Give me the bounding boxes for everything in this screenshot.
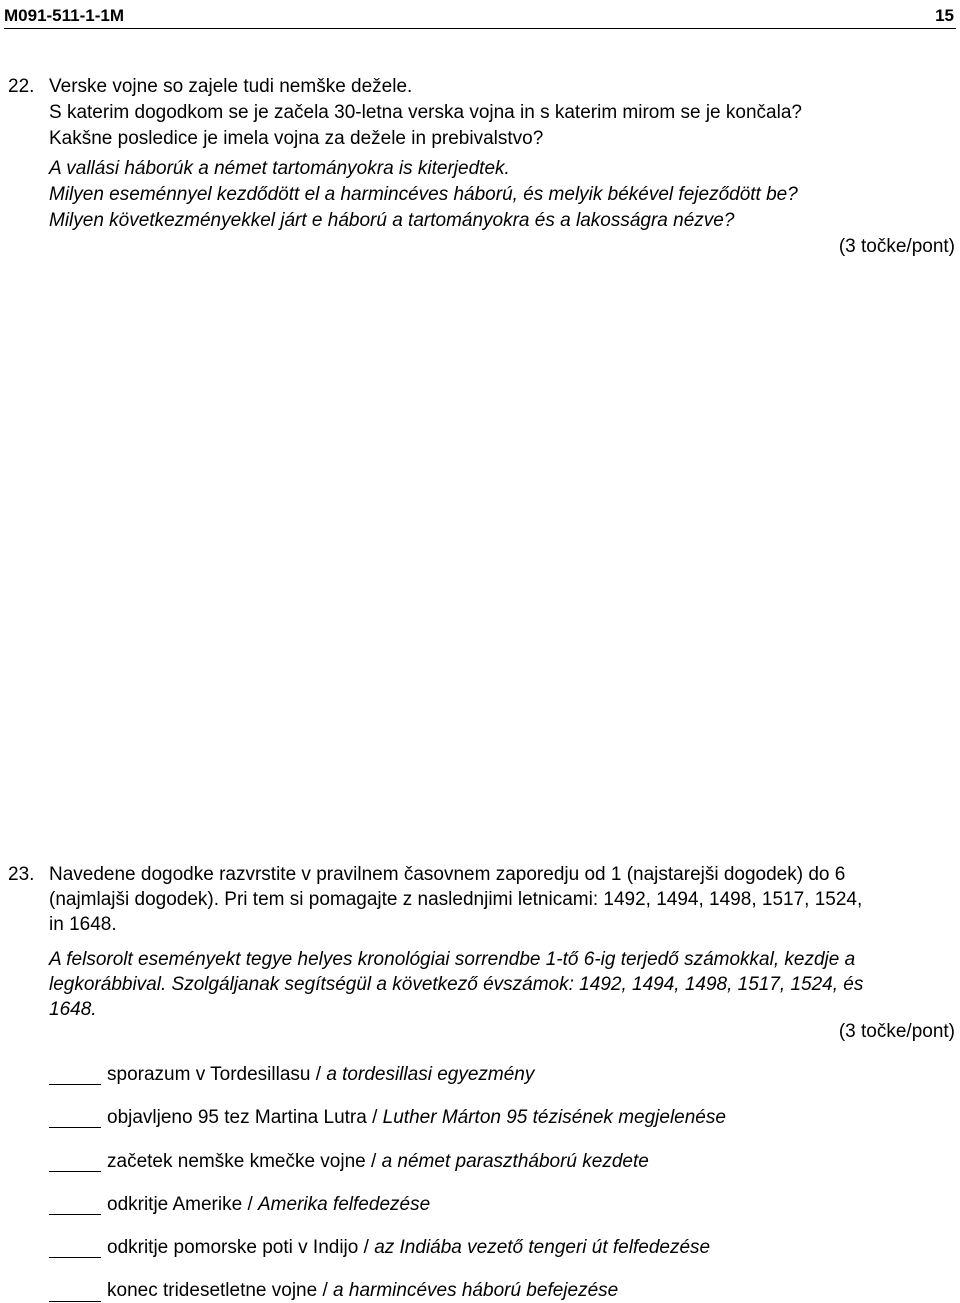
event-item-3 (107, 1151, 649, 1173)
event-label-sl: objavljeno 95 tez Martina Lutra / (107, 1107, 383, 1128)
question-23-text-hu-1: A felsorolt eseményekt tegye helyes kronológiai sorrendbe 1-tő 6-ig terjedő számokkal, kezdje a (49, 949, 856, 970)
event-item-6 (107, 1280, 618, 1302)
answer-blank-5[interactable] (49, 1237, 101, 1258)
question-22-points: (3 točke/pont) (838, 236, 955, 257)
event-item-4 (107, 1194, 430, 1216)
question-22-number: 22. (8, 76, 35, 97)
event-item-2 (107, 1107, 726, 1129)
document-code: M091-511-1-1M (4, 6, 125, 25)
question-22-text-hu-3: Milyen következményekkel járt e háború a tartományokra és a lakosságra nézve? (49, 210, 735, 231)
event-label-hu: a tordesillasi egyezmény (326, 1064, 535, 1085)
event-label-hu: az Indiába vezető tengeri út felfedezése (374, 1237, 711, 1258)
answer-blank-2[interactable] (49, 1107, 101, 1128)
question-23-text-sl-2: (najmlajši dogodek). Pri tem si pomagajte z naslednjimi letnicami: 1492, 1494, 1498, 1517, 1524, (49, 889, 863, 910)
answer-blank-6[interactable] (49, 1281, 101, 1302)
event-item-1 (107, 1064, 534, 1086)
question-23-number: 23. (8, 864, 35, 885)
event-label-hu: a harmincéves háború befejezése (333, 1280, 619, 1301)
event-label-hu: Amerika felfedezése (258, 1194, 431, 1215)
event-label-sl: odkritje Amerike / (107, 1194, 258, 1215)
question-23-points: (3 točke/pont) (838, 1021, 955, 1042)
event-label-hu: Luther Márton 95 tézisének megjelenése (382, 1107, 726, 1128)
question-22-text-sl-3: Kakšne posledice je imela vojna za dežele in prebivalstvo? (49, 128, 544, 149)
question-22-text-sl-2: S katerim dogodkom se je začela 30-letna verska vojna in s katerim mirom se je končala? (49, 102, 802, 123)
question-22-text-hu-1: A vallási háborúk a német tartományokra is kiterjedtek. (49, 158, 510, 179)
question-22-text-sl-1: Verske vojne so zajele tudi nemške dežele. (49, 76, 413, 97)
answer-blank-3[interactable] (49, 1151, 101, 1172)
answer-blank-4[interactable] (49, 1194, 101, 1215)
event-label-sl: konec tridesetletne vojne / (107, 1280, 334, 1301)
event-label-sl: začetek nemške kmečke vojne / (107, 1151, 382, 1172)
event-label-hu: a német parasztháború kezdete (381, 1151, 649, 1172)
question-23-text-hu-2: legkorábbival. Szolgáljanak segítségül a következő évszámok: 1492, 1494, 1498, 1517, 1524, és (49, 974, 864, 995)
question-23-text-sl-1: Navedene dogodke razvrstite v pravilnem časovnem zaporedju od 1 (najstarejši dogodek) do 6 (49, 864, 846, 885)
question-23-text-hu-3: 1648. (49, 999, 97, 1020)
event-item-5 (107, 1237, 710, 1259)
event-label-sl: odkritje pomorske poti v Indijo / (107, 1237, 375, 1258)
question-23-text-sl-3: in 1648. (49, 914, 117, 935)
event-label-sl: sporazum v Tordesillasu / (107, 1064, 327, 1085)
question-22-text-hu-2: Milyen eseménnyel kezdődött el a harmincéves háború, és melyik békével fejeződött be? (49, 184, 798, 205)
page-number: 15 (935, 6, 954, 25)
answer-blank-1[interactable] (49, 1064, 101, 1085)
page-header (4, 4, 956, 29)
